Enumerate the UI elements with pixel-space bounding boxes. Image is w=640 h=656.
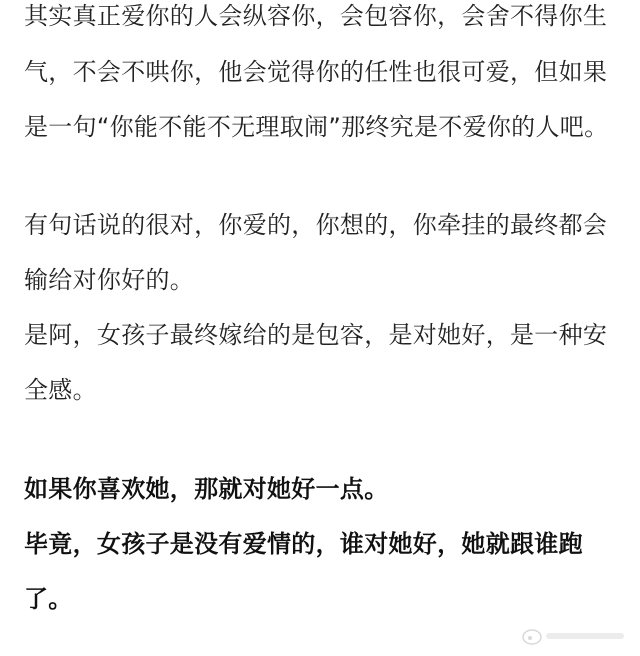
paragraph-2-line-1: 有句话说的很对，你爱的，你想的，你牵挂的最终都会: [24, 211, 608, 239]
paragraph-3-line-2: 全感。: [24, 376, 97, 404]
paragraph-1-line-2: 气，不会不哄你，他会觉得你的任性也很可爱，但如果: [24, 58, 608, 86]
paragraph-1-line-1: 其实真正爱你的人会纵容你，会包容你，会舍不得你生: [24, 2, 608, 30]
paragraph-4-line-1: 如果你喜欢她，那就对她好一点。: [24, 475, 389, 503]
paragraph-2-line-2: 输给对你好的。: [24, 266, 195, 294]
paragraph-3-line-1: 是阿，女孩子最终嫁给的是包容，是对她好，是一种安: [24, 321, 608, 349]
watermark-logo: [520, 624, 630, 648]
paragraph-5-line-1: 毕竟，女孩子是没有爱情的，谁对她好，她就跟谁跑: [24, 530, 583, 558]
paragraph-1-line-3: 是一句“你能不能不无理取闹”那终究是不爱你的人吧。: [24, 113, 609, 141]
paragraph-5-line-2: 了。: [24, 585, 73, 613]
